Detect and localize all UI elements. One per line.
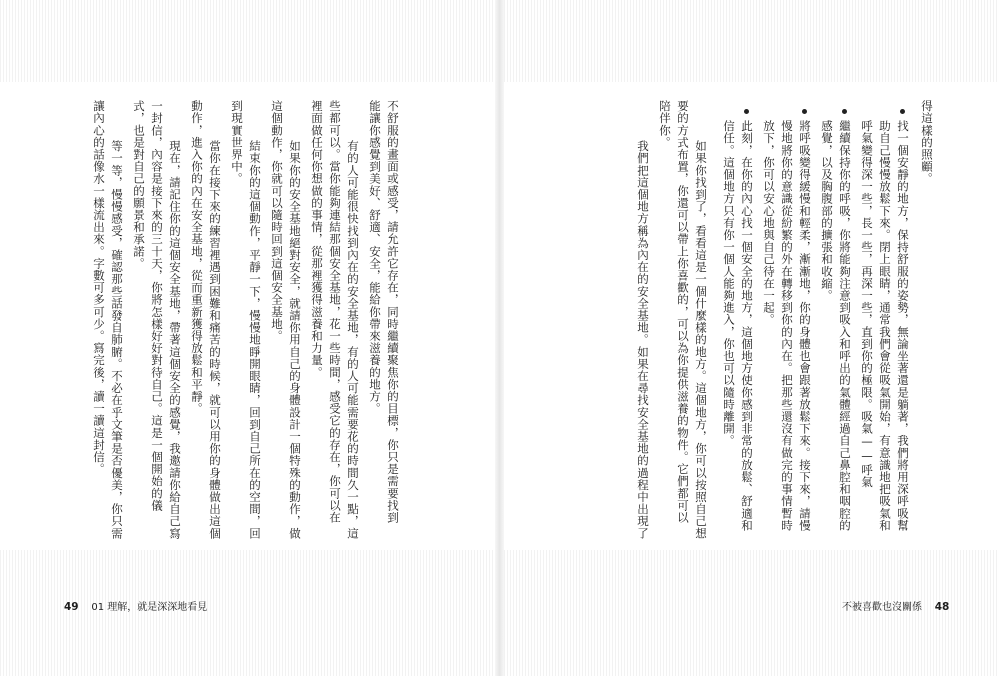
right-footer xyxy=(842,598,949,613)
text-column: 如果你的安全基地絕對安全，就請你用自己的身體設計一個特殊的動作，做 xyxy=(288,140,302,540)
bullet-dot xyxy=(744,109,749,114)
bullet-dot xyxy=(802,109,807,114)
text-column: 當你在接下來的練習裡遇到困難和痛苦的時候，就可以用你的身體做出這個 xyxy=(208,140,222,540)
text-column: 我們把這個地方稱為內在的安全基地。如果在尋找安全基地的過程中出現了 xyxy=(636,140,650,540)
text-column: 繼續保持你的呼吸，你將能夠注意到吸入和呼出的氣體經過自己鼻腔和咽腔的 xyxy=(838,120,852,532)
text-column: 慢地將你的意識從紛繁的外在轉移到你的內在。把那些還沒有做完的事情暫時 xyxy=(780,120,794,532)
text-column: 這個動作，你就可以隨時回到這個安全基地。 xyxy=(270,100,284,342)
text-column: 等一等，慢慢感受，確認那些話發自肺腑。不必在乎文筆是否優美，你只需 xyxy=(110,140,124,540)
text-column: 陪伴你。 xyxy=(658,100,672,149)
bullet-dot xyxy=(900,109,905,114)
text-column: 不舒服的畫面或感受，請允許它存在，同時繼續聚焦你的目標，你只是需要找到 xyxy=(386,100,400,524)
text-column: 感覺，以及胸腹部的擴張和收縮。 xyxy=(820,120,834,302)
running-header-title: 不被喜歡也沒關係 xyxy=(842,602,922,613)
left-footer xyxy=(64,598,207,613)
text-column: 要的方式布置，你還可以帶上你喜歡的，可以為你提供滋養的物件。它們都可以 xyxy=(676,100,690,524)
text-column: 此刻，在你的內心找一個安全的地方，這個地方使你感到非常的放鬆、舒適和 xyxy=(740,120,754,532)
text-column: 得這樣的照顧。 xyxy=(920,100,934,185)
text-column: 將呼吸變得緩慢和輕柔，漸漸地，你的身體也會跟著放鬆下來。接下來，請慢 xyxy=(798,120,812,532)
text-column: 讓內心的話像水一樣流出來。字數可多可少。寫完後，讀一讀這封信。 xyxy=(92,100,106,476)
text-column: 裡面做任何你想做的事情，從那裡獲得滋養和力量。 xyxy=(310,100,324,379)
text-column: 呼氣變得深一些，長一些，再深一些，直到你的極限。吸氣——呼氣 xyxy=(860,120,874,488)
text-column: 助自己慢慢放鬆下來。閉上眼睛，通常我們會從吸氣開始，有意識地把吸氣和 xyxy=(878,120,892,532)
left-page xyxy=(0,82,495,550)
text-column: 到現實世界中。 xyxy=(230,100,244,185)
right-page xyxy=(504,82,999,550)
text-column: 放下，你可以安心地與自己待在一起。 xyxy=(762,120,776,326)
page-number: 48 xyxy=(934,601,950,613)
book-spine xyxy=(495,0,504,676)
text-column: 能讓你感覺到美好、舒適、安全，能給你帶來滋養的地方。 xyxy=(368,100,382,415)
text-column: 結束你的這個動作，平靜一下，慢慢地睜開眼睛，回到自己所在的空間，回 xyxy=(248,140,262,540)
text-column: 找一個安靜的地方，保持舒服的姿勢，無論坐著還是躺著，我們將用深呼吸幫 xyxy=(896,120,910,532)
text-column: 現在，請記住你的這個安全基地，帶著這個安全的感覺，我邀請你給自己寫 xyxy=(168,140,182,540)
text-column: 一封信，內容是接下來的三十天，你將怎樣好好對待自己。這是一個開始的儀 xyxy=(150,100,164,512)
bullet-dot xyxy=(842,109,847,114)
running-header-chapter: 01 理解，就是深深地看見 xyxy=(91,602,208,613)
text-column: 有的人可能很快找到內在的安全基地，有的人可能需要花的時間久一點，這 xyxy=(346,140,360,540)
text-column: 如果你找到了，看看這是一個什麼樣的地方。這個地方，你可以按照自己想 xyxy=(694,140,708,540)
text-column: 信任。這個地方只有你一個人能夠進入，你也可以隨時離開。 xyxy=(722,120,736,447)
text-column: 些都可以。當你能夠連結那個安全基地，花一些時間，感受它的存在，你可以在 xyxy=(328,100,342,524)
text-column: 動作，進入你的內在安全基地，從而重新獲得放鬆和平靜。 xyxy=(190,100,204,415)
text-column: 式，也是對自己的願景和承諾。 xyxy=(132,100,146,270)
page-number: 49 xyxy=(64,601,79,613)
